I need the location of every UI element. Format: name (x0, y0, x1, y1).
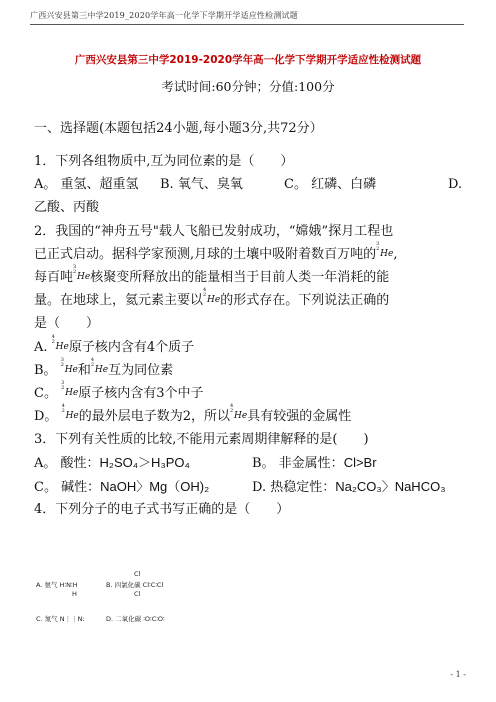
he-symbol: He (207, 295, 221, 306)
he-symbol: He (77, 271, 91, 282)
helium-4-symbol: 4 2 He (203, 287, 221, 306)
page-number: - 1 - (450, 670, 466, 679)
q3-stem: 3．下列有关性质的比较,不能用元素周期律解释的是( ) (34, 432, 369, 448)
q2-text: , (393, 246, 398, 262)
formula: Na₂CO₃〉NaHCO₃ (335, 478, 446, 494)
section-heading: 一、选择题(本题包括24小题,每小题3分,共72分） (34, 121, 323, 136)
q2-line-5: 是（ ） (34, 316, 100, 332)
he-symbol: He (380, 248, 394, 259)
option-label: D。 (34, 409, 62, 425)
helium-4-symbol: 4 2 He (90, 356, 109, 375)
option-text: 互为同位素 (108, 362, 174, 378)
option-text: 和 (77, 362, 91, 378)
fig-option-a: A. 氨气 H∶N∶H (36, 581, 78, 589)
option-label: C。 碱性： (34, 479, 101, 495)
q3-option-b (252, 451, 377, 474)
helium-4-symbol: 4 2 He (51, 333, 69, 352)
q2-option-c (34, 379, 472, 405)
fig-option-b-top: Cl (134, 570, 141, 578)
he-symbol: He (65, 387, 79, 398)
he-symbol: He (234, 411, 248, 422)
option-text: 具有较强的金属性 (247, 409, 352, 425)
option-label: A。 酸性： (34, 456, 100, 472)
helium-3-symbol: 3 2 He (73, 263, 91, 282)
option-label: B。 非金属性： (252, 456, 344, 472)
q2-option-b (34, 356, 472, 382)
document-title: 广西兴安县第三中学2019-2020学年高一化学下学期开学适应性检测试题 (74, 54, 422, 66)
q2-line-2 (34, 240, 472, 266)
option-text: 原子核内含有3个中子 (78, 385, 204, 401)
q1-option-a: A。 重氢、超重氢 (34, 177, 139, 193)
fig-option-a-h: H (72, 590, 77, 598)
question-body (34, 150, 472, 521)
q1-option-b: B. 氧气、臭氧 (160, 177, 243, 193)
fig-option-b: B. 四氯化碳 Cl∶C∶Cl (106, 581, 164, 589)
q2-text: 已正式启动。据科学家预测,月球的土壤中吸附着数百万吨的 (34, 246, 377, 262)
formula: H₂SO₄＞H₃PO₄ (99, 455, 190, 471)
q2-text: 每百吨 (34, 269, 74, 285)
option-text: 的最外层电子数为2，所以 (78, 409, 231, 425)
q1-option-c: C。 红磷、白磷 (284, 177, 377, 193)
helium-4-symbol: 4 2 He (61, 403, 79, 422)
he-symbol: He (64, 364, 78, 375)
q2-line-1: 2．我国的“神舟五号"载人飞船已发射成功，“嫦娥”探月工程也 (34, 223, 394, 239)
formula: NaOH〉Mg（OH)₂ (100, 478, 210, 494)
q1-options (34, 173, 472, 196)
option-label: C。 (34, 385, 62, 401)
q1-option-d-text: 乙酸、丙酸 (34, 200, 100, 216)
q4-stem: 4．下列分子的电子式书写正确的是（ ） (34, 501, 290, 517)
he-symbol: He (65, 411, 79, 422)
running-header: 广西兴安县第三中学2019_2020学年高一化学下学期开学适应性检测试题 (30, 11, 298, 20)
option-label: B。 (34, 362, 61, 378)
q1-stem: 1．下列各组物质中,互为同位素的是（ ） (34, 154, 294, 169)
fig-option-c: C. 氮气 N⋮⋮N: (36, 615, 85, 623)
formula: Cl>Br (343, 455, 377, 471)
electron-formula-figure (36, 568, 226, 636)
q2-text: 核聚变所释放出的能量相当于目前人类一年消耗的能 (90, 269, 390, 285)
q2-option-d (34, 405, 472, 428)
fig-option-d: D. 二氧化碳 ∶O∶C∶O∶ (106, 615, 165, 623)
q2-text: 的形式存在。下列说法正确的 (220, 293, 390, 309)
q3-option-a (34, 451, 252, 474)
q3-option-c (34, 475, 252, 498)
q2-option-a (34, 333, 472, 359)
he-symbol: He (55, 341, 69, 352)
helium-3-symbol: 3 2 He (60, 356, 78, 375)
helium-3-symbol: 3 2 He (61, 379, 79, 398)
option-text: 原子核内含有4个质子 (68, 339, 195, 355)
exam-info: 考试时间:60分钟；分值:100分 (161, 79, 335, 94)
q3-options-cd (34, 475, 472, 498)
he-symbol: He (94, 364, 109, 375)
fig-option-b-bottom: Cl (134, 590, 141, 598)
helium-4-symbol: 4 2 He (230, 403, 248, 422)
option-label: D. 热稳定性： (252, 479, 336, 495)
helium-3-symbol: 3 2 He (376, 240, 394, 259)
q2-line-3 (34, 263, 472, 289)
option-label: A. (34, 339, 52, 355)
q1-option-d: D. (448, 177, 463, 193)
q2-line-4 (34, 289, 472, 312)
header-divider (30, 24, 464, 25)
q2-text: 量。在地球上，氦元素主要以 (34, 293, 204, 309)
q3-options-ab (34, 451, 472, 474)
q3-option-d (252, 475, 446, 498)
